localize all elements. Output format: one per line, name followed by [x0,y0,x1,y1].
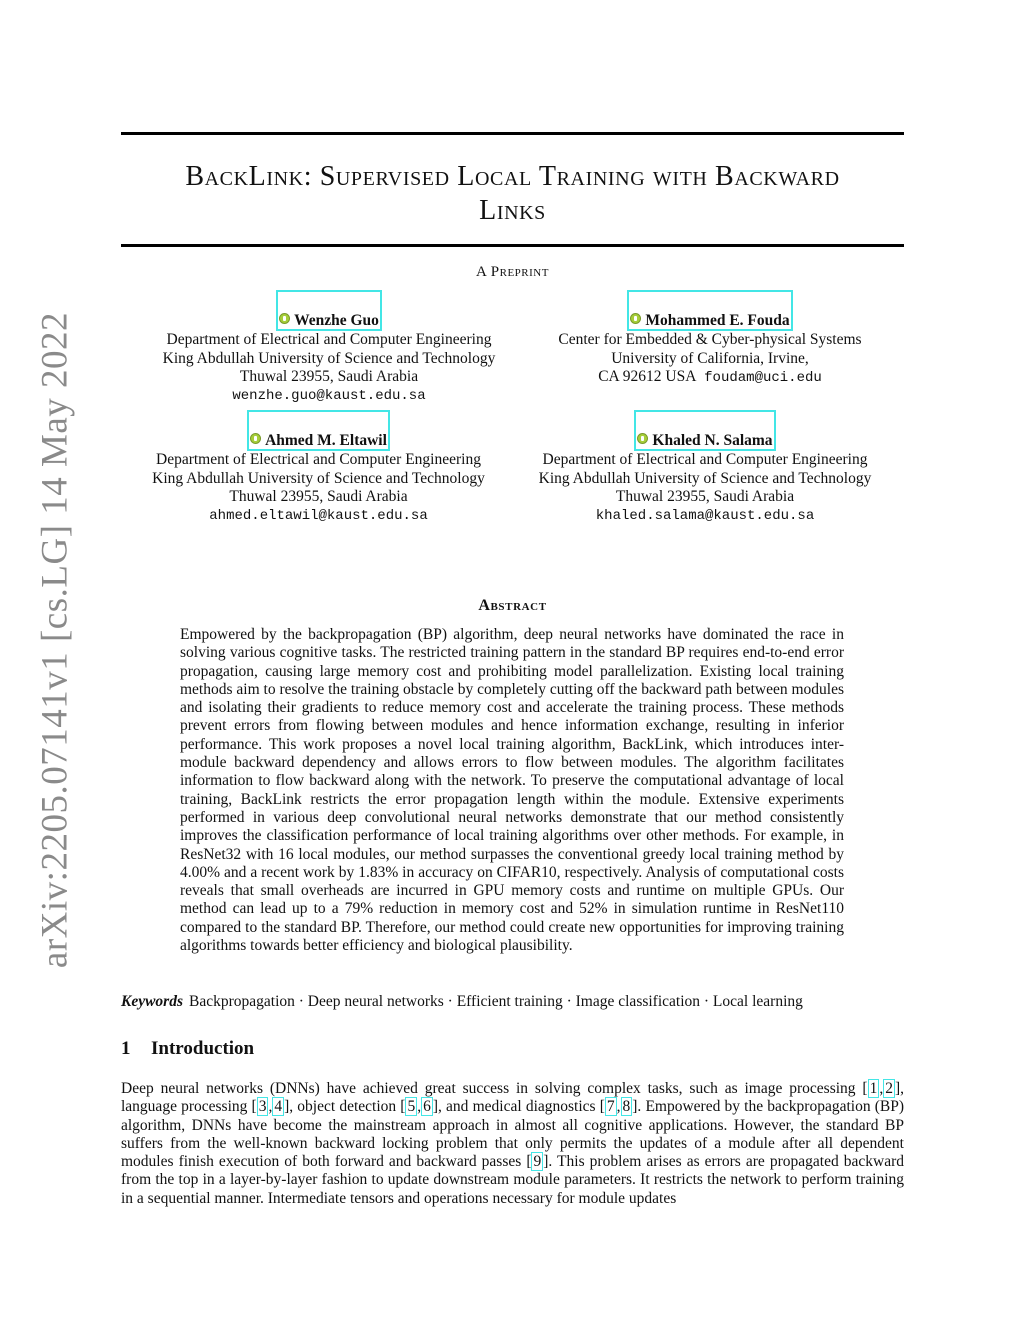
orcid-icon[interactable] [279,313,290,324]
author-affiliation: Department of Electrical and Computer Engineering [542,451,868,468]
orcid-icon[interactable] [250,433,261,444]
section-heading [121,1038,254,1060]
author-affiliation: University of California, Irvine, [611,349,809,367]
author-affiliation: CA 92612 USA [598,368,697,385]
intro-text: ], object detection [ [284,1098,406,1116]
arxiv-stamp: arXiv:2205.07141v1 [cs.LG] 14 May 2022 [34,311,76,969]
author-name-link-1[interactable]: Wenzhe Guo [276,290,382,331]
author-affiliation: Thuwal 23955, Saudi Arabia [615,488,795,505]
paper-title [121,160,904,228]
title-bottom-rule [121,244,904,247]
preprint-label: A Preprint [476,264,549,280]
author-affiliation: Thuwal 23955, Saudi Arabia [229,488,408,505]
author-affiliation: Center for Embedded & Cyber-physical Systems [558,331,862,348]
citation-link[interactable]: 5 [407,1098,416,1116]
author-email: wenzhe.guo@kaust.edu.sa [232,387,426,404]
section-number: 1 [121,1038,131,1059]
intro-text: ]. Empowered by the backpropagation (BP) algorithm, DNNs have become the mainstream approach in almost all cognitive applications. However, the standard BP suffers from the well-known backward locking problem that only permits the updates of a module after all dependent modules finish execution of both forward and backward passes [ [121,1098,905,1171]
author-block-2 [500,290,920,388]
author-name-link-4[interactable]: Khaled N. Salama [634,410,775,451]
author-affiliation: Department of Electrical and Computer Engineering [156,451,481,468]
author-affiliation-line [500,368,920,388]
intro-text: ]. This problem arises as errors are propagated backward from the top in a layer-by-layer fashion to update downstream module parameters. It restricts the network to perform training in a sequential manner. Intermediate tensors and operations necessary for module updates [121,1153,904,1207]
title-line-2: Links [479,195,546,226]
citation-link[interactable]: 8 [622,1098,631,1116]
author-block-4 [510,410,900,525]
author-affiliation: King Abdullah University of Science and Technology [538,469,872,487]
intro-paragraph [121,1080,904,1208]
orcid-icon[interactable] [630,313,641,324]
citation-link[interactable]: 3 [258,1098,267,1116]
intro-text: , [268,1098,273,1116]
author-email: ahmed.eltawil@kaust.edu.sa [209,507,428,524]
author-affiliation: King Abdullah University of Science and Technology [152,469,485,487]
keywords [121,992,904,1011]
section-title: Introduction [151,1038,255,1059]
author-block-1 [121,290,537,405]
citation-link[interactable]: 2 [885,1080,893,1097]
keywords-list: Backpropagation · Deep neural networks · Efficient training · Image classification · Local learning [189,993,803,1010]
title-top-rule [121,132,904,135]
keywords-label: Keywords [121,993,183,1010]
abstract-heading: Abstract [478,597,547,614]
intro-text: , [616,1098,621,1116]
intro-text: ], and medical diagnostics [ [432,1098,605,1116]
intro-text: ], language processing [ [121,1080,904,1116]
citation-link[interactable]: 1 [869,1080,878,1097]
author-email: foudam@uci.edu [704,370,822,386]
intro-text: Deep neural networks (DNNs) have achieved great success in solving complex tasks, such as image processing [ [121,1080,868,1097]
author-block-3 [121,410,516,525]
author-affiliation: Department of Electrical and Computer Engineering [166,331,492,348]
author-email: khaled.salama@kaust.edu.sa [595,507,815,524]
intro-text: , [417,1098,422,1116]
citation-link[interactable]: 9 [533,1153,542,1171]
author-name-link-3[interactable]: Ahmed M. Eltawil [247,410,390,451]
citation-link[interactable]: 4 [274,1098,283,1116]
citation-link[interactable]: 7 [606,1098,615,1116]
author-name-link-2[interactable]: Mohammed E. Fouda [627,290,792,331]
author-affiliation: Thuwal 23955, Saudi Arabia [239,368,419,385]
orcid-icon[interactable] [637,433,648,444]
intro-text: , [879,1080,884,1097]
citation-link[interactable]: 6 [423,1098,431,1116]
title-line-1: BackLink: Supervised Local Training with Backward [185,161,840,192]
author-affiliation: King Abdullah University of Science and Technology [162,349,496,367]
abstract-text: Empowered by the backpropagation (BP) algorithm, deep neural networks have dominated the race in solving various cognitive tasks. The restricted training pattern in the standard BP requires end-to-end error propagation, causing large memory cost and prohibiting model parallelization. Existing local training methods aim to resolve the training obstacle by completely cutting off the backward path between modules and isolating their gradients to reduce memory cost and accelerate the training process. These methods prevent errors from flowing between modules and hence information exchange, resulting in inferior performance. This work proposes a novel local training algorithm, BackLink, which introduces inter-module backward dependency and allows errors to flow between modules. The algorithm facilitates information to flow backward along with the network. To preserve the computational advantage of local training, BackLink restricts the error propagation length within the module. Extensive experiments performed in various deep convolutional neural networks demonstrate that our method consistently improves the classification performance of local training algorithms over other methods. For example, in ResNet32 with 16 local modules, our method surpasses the conventional greedy local training method by 4.00% and a recent work by 1.83% in accuracy on CIFAR10, respectively. Analysis of computational costs reveals that small overheads are incurred in GPU memory costs and runtime on multiple GPUs. Our method can lead up to a 79% reduction in memory cost and 52% in simulation runtime in ResNet110 compared to the standard BP. Therefore, our method could create new opportunities for improving training algorithms towards better efficiency and biological plausibility. [180,626,844,955]
